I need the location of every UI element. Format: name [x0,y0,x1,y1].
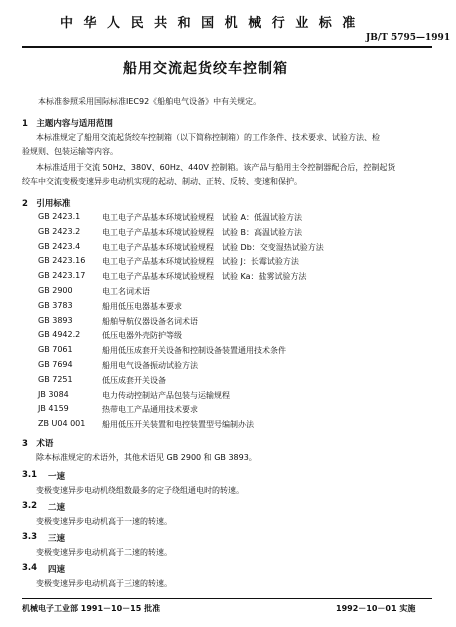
reference-code: GB 2423.2 [38,226,81,236]
reference-title: 船舶导航仪器设备名词术语 [102,316,198,326]
issuing-organization: 中 华 人 民 共 和 国 机 械 行 业 标 准 [60,16,359,31]
term-number: 3.3 [22,532,38,542]
section-1-para1-line2: 验规则、包装运输等内容。 [22,147,118,156]
term-name: 四速 [48,565,66,575]
approval-date: 机械电子工业部 1991－10－15 批准 [22,604,161,613]
header-rule [22,46,432,48]
term-definition: 变极变速异步电动机绕组数最多的定子绕组通电时的转速。 [36,486,244,495]
reference-code: GB 3783 [38,300,73,310]
reference-title: 电工电子产品基本环境试验规程 试验 Ka：盐雾试验方法 [102,272,307,282]
term-definition: 变极变速异步电动机高于一速的转速。 [36,517,172,526]
section-1-para2-line1: 本标准适用于交流 50Hz、380V、60Hz、440V 控制箱。该产品与船用主令控制器配合后，控制起货 [36,163,396,172]
reference-title: 电工电子产品基本环境试验规程 试验 B：高温试验方法 [102,227,303,237]
reference-code: GB 2423.17 [38,271,86,281]
reference-code: JB 4159 [38,404,69,414]
term-name: 二速 [48,503,66,513]
reference-code: JB 3084 [38,389,69,399]
reference-code: GB 7251 [38,374,73,384]
term-name: 三速 [48,534,66,544]
reference-title: 船用低压开关装置和电控装置型号编制办法 [102,420,254,430]
reference-title: 低压成套开关设备 [102,375,166,385]
reference-code: GB 2423.16 [38,256,86,266]
reference-code: GB 3893 [38,315,73,325]
reference-title: 电力传动控制站产品包装与运输规程 [102,390,230,400]
reference-title: 电工名词术语 [102,287,150,296]
reference-code: GB 7694 [38,360,73,369]
reference-title: 电工电子产品基本环境试验规程 试验 Db：交变湿热试验方法 [102,242,324,252]
section-1-heading: 1 主题内容与适用范围 [22,119,113,129]
reference-title: 热带电工产品通用技术要求 [102,405,198,415]
reference-code: GB 4942.2 [38,330,81,340]
term-number: 3.1 [22,470,38,480]
reference-title: 电工电子产品基本环境试验规程 试验 A：低温试验方法 [102,213,303,222]
reference-title: 船用低压电器基本要求 [102,301,182,311]
section-3-intro: 除本标准规定的术语外，其他术语见 GB 2900 和 GB 3893。 [36,453,257,462]
standard-number: JB/T 5795—1991 [366,33,451,43]
reference-code: GB 2900 [38,286,73,295]
term-definition: 变极变速异步电动机高于二速的转速。 [36,548,172,557]
reference-title: 低压电器外壳防护等级 [102,331,182,341]
section-1-para2-line2: 绞车中交流变极变速异步电动机实现的起动、制动、正转、反转、变速和保护。 [22,177,302,186]
document-title: 船用交流起货绞车控制箱 [123,61,288,77]
reference-code: GB 2423.4 [38,241,81,251]
reference-code: ZB U04 001 [38,419,86,429]
term-name: 一速 [48,472,66,482]
footer-rule [22,598,432,599]
section-1-para1-line1: 本标准规定了船用交流起货绞车控制箱（以下简称控制箱）的工作条件、技术要求、试验方法、检 [36,133,380,142]
reference-title: 电工电子产品基本环境试验规程 试验 J：长霉试验方法 [102,257,299,267]
reference-title: 船用电气设备振动试验方法 [102,361,198,370]
reference-code: GB 2423.1 [38,212,81,221]
term-definition: 变极变速异步电动机高于三速的转速。 [36,579,172,588]
term-number: 3.4 [22,563,38,573]
section-3-heading: 3 术语 [22,439,54,449]
reference-title: 船用低压成套开关设备和控制设备装置通用技术条件 [102,346,286,356]
term-number: 3.2 [22,501,38,511]
reference-code: GB 7061 [38,345,73,355]
implementation-date: 1992－10－01 实施 [336,604,416,613]
intro-paragraph: 本标准参照采用国际标准IEC92《船舶电气设备》中有关规定。 [38,97,262,106]
section-2-heading: 2 引用标准 [22,199,71,209]
